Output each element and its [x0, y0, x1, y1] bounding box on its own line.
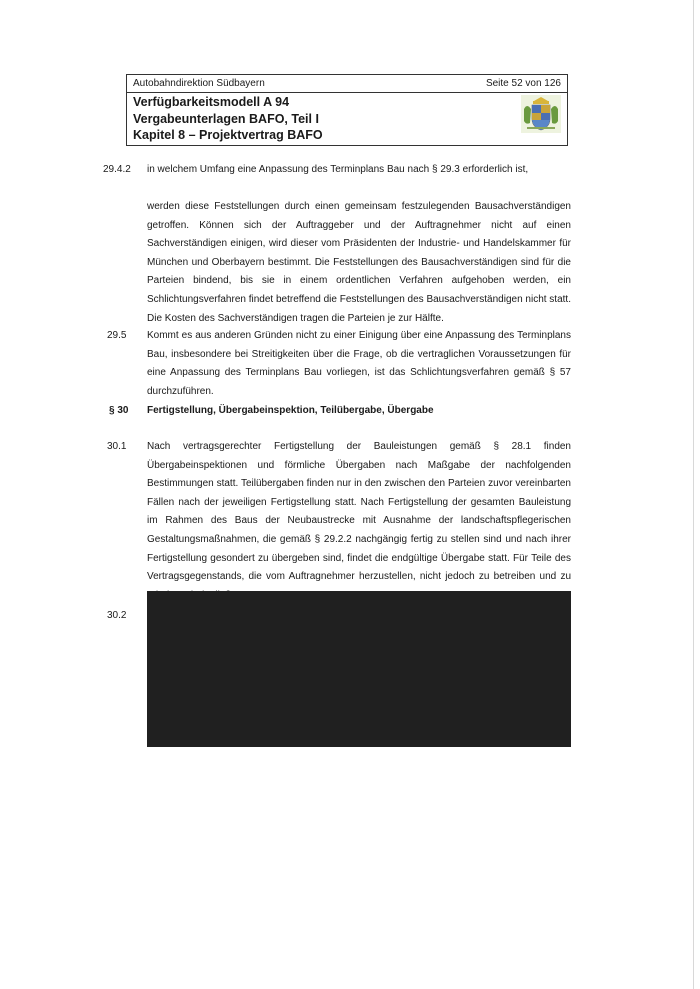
page-edge	[693, 0, 694, 989]
section-29-4-2-text: in welchem Umfang eine Anpassung des Terminplans Bau nach § 29.3 erforderlich ist,	[147, 164, 529, 175]
header-top-row	[127, 75, 567, 93]
redacted-block	[147, 591, 571, 747]
section-30-1-text: Nach vertragsgerechter Fertigstellung der Bauleistungen gemäß § 28.1 finden Übergabeinspektionen und förmliche Übergaben nach Maßgabe der nachfolgenden Bestimmungen statt. Teilübergaben finden nur in den zwischen den Parteien zuvor vereinbarten Fällen nach der jeweiligen Fertigstellung statt. Nach Fertigstellung der gesamten Bauleistung im Rahmen des Baus der Neubaustrecke mit Ausnahme der landschaftspflegerischen Gestaltungsmaßnahmen, die gemäß § 29.2.2 nachgängig fertig zu stellen sind und nach ihrer Fertigstellung gesondert zu übergeben sind, findet die endgültige Übergabe statt. Für Teile des Vertragsgegenstands, die vom Auftragnehmer herzustellen, nicht jedoch zu betreiben und zu	[147, 441, 571, 583]
section-29-5-text: Kommt es aus anderen Gründen nicht zu einer Einigung über eine Anpassung des Terminplans Bau, insbesondere bei Streitigkeiten über die Frage, ob die vertraglichen Voraussetzungen für eine Anpassung des Terminplans Bau vorliegen, ist das Schlichtungsverfahren gemäß § 57 durchzuführen.	[147, 330, 571, 397]
section-number-30-1: 30.1	[107, 441, 127, 452]
continuation-paragraph: werden diese Feststellungen durch einen gemeinsam festzulegenden Bausachverständigen getroffen. Können sich der Auftraggeber und der Auftragnehmer nicht auf einen Sachverständigen einigen, wird dieser vom Präsidenten der Industrie- und Handelskammer für München und Oberbayern bestimmt. Die Feststellungen des Bausachverständigen sind für die Parteien bindend, bis sie in einem ordentlichen Verfahren aufgehoben werden, ein Schlichtungsverfahren findet betreffend die Feststellungen des Bausachverständigen nicht statt. Die Kosten des Sachverständigen tragen die Parteien je zur Hälfte.	[147, 201, 571, 324]
section-number-29-4-2: 29.4.2	[103, 164, 131, 175]
header-title-3: Kapitel 8 – Projektvertrag BAFO	[133, 128, 323, 142]
document-header	[126, 74, 568, 146]
header-title-2: Vergabeunterlagen BAFO, Teil I	[133, 111, 319, 126]
header-organization: Autobahndirektion Südbayern	[133, 78, 265, 89]
section-number-29-5: 29.5	[107, 330, 127, 341]
section-30-heading: Fertigstellung, Übergabeinspektion, Teilübergabe, Übergabe	[147, 405, 434, 416]
header-page-number: Seite 52 von 126	[485, 78, 561, 89]
section-number-30: § 30	[109, 405, 129, 416]
header-title-1: Verfügbarkeitsmodell A 94	[133, 95, 290, 109]
bavarian-coat-of-arms-icon	[521, 95, 561, 133]
header-title-block	[133, 94, 323, 144]
section-number-30-2: 30.2	[107, 610, 127, 621]
